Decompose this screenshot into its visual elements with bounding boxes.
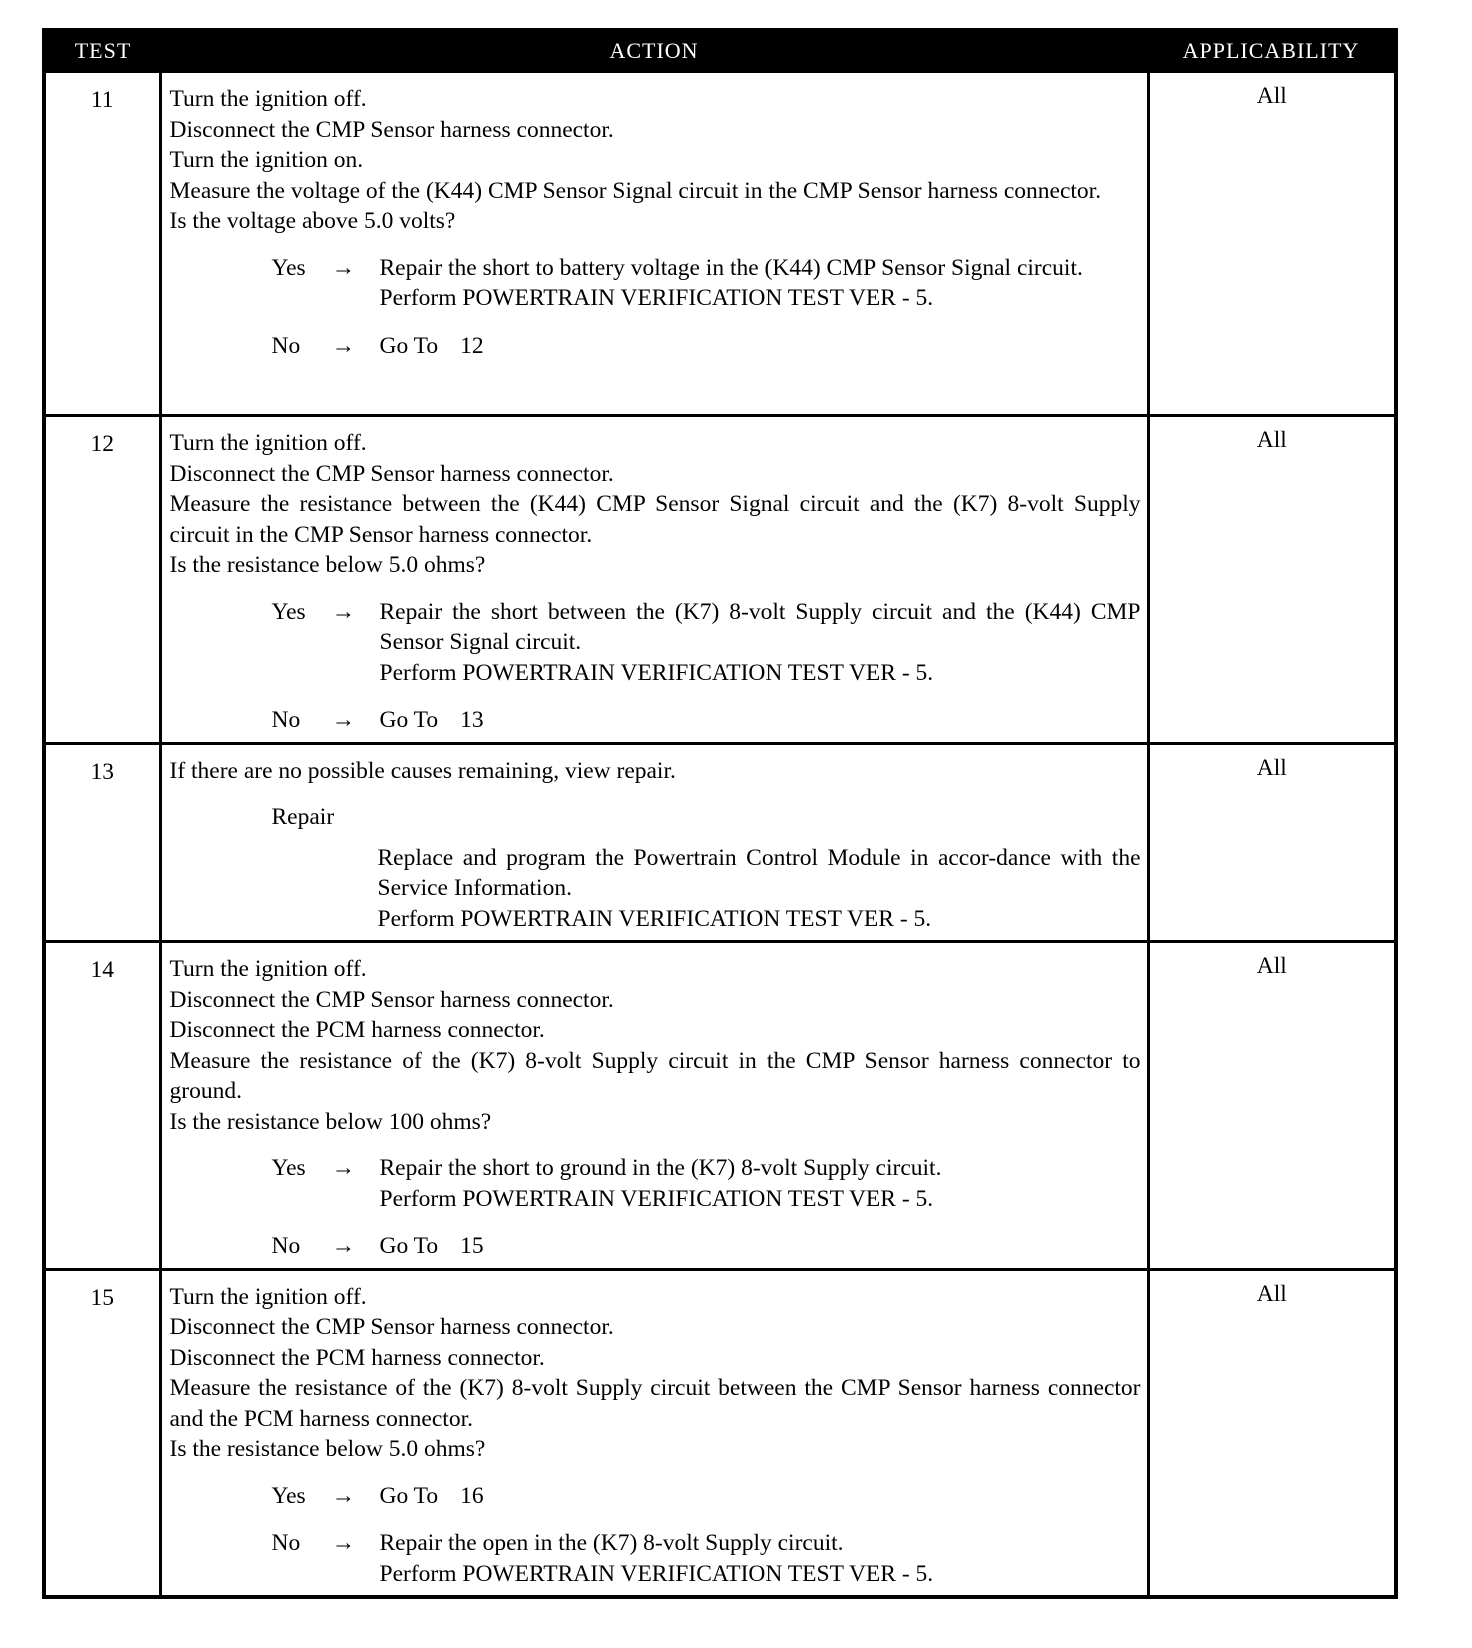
arrow-right-icon: →	[331, 1530, 355, 1556]
header-applicability: APPLICABILITY	[1148, 30, 1396, 72]
goto-number: 15	[460, 1233, 484, 1259]
action-cell	[160, 416, 1148, 744]
yes-label: Yes	[271, 254, 306, 281]
arrow-right-icon: →	[331, 1482, 355, 1509]
table-row	[44, 743, 1396, 942]
no-label: No	[271, 1530, 301, 1556]
arrow-right-icon: →	[331, 707, 355, 733]
arrow-right-icon: →	[331, 1233, 355, 1259]
yes-label: Yes	[271, 1155, 306, 1181]
answer-body	[380, 1481, 1141, 1512]
diagnostic-test-table	[42, 28, 1398, 1599]
step-text: Turn the ignition off.	[169, 956, 367, 982]
header-action: ACTION	[160, 30, 1148, 72]
step-text: Measure the resistance of the (K7) 8-volt Supply circuit in the CMP Sensor harness connector to ground.	[169, 1047, 1141, 1104]
answer-body	[380, 1528, 1141, 1589]
action-cell	[160, 743, 1148, 942]
table-header-row	[44, 30, 1396, 72]
arrow-right-icon: →	[331, 598, 355, 625]
no-label: No	[271, 332, 301, 359]
perform-text: Perform POWERTRAIN VERIFICATION TEST VER - 5.	[379, 1185, 934, 1212]
step-text: Measure the resistance of the (K7) 8-volt Supply circuit between the CMP Sensor harness connector and the PCM harness connector.	[169, 1375, 1141, 1432]
goto-text: Go To	[379, 1233, 439, 1259]
step-text: Turn the ignition off.	[169, 430, 367, 456]
step-text: Disconnect the CMP Sensor harness connector.	[169, 986, 614, 1013]
header-test: TEST	[44, 30, 160, 72]
repair-label: Repair	[271, 804, 335, 830]
applicability: All	[1148, 72, 1396, 416]
no-answer	[272, 705, 1141, 736]
yes-label: Yes	[271, 1482, 306, 1509]
step-text: Disconnect the CMP Sensor harness connector.	[169, 1314, 614, 1340]
no-answer	[272, 331, 1141, 362]
perform-text: Perform POWERTRAIN VERIFICATION TEST VER - 5.	[379, 285, 934, 311]
goto-number: 13	[460, 707, 484, 733]
action-cell	[160, 942, 1148, 1270]
question-text: Is the resistance below 5.0 ohms?	[169, 552, 486, 578]
test-number: 14	[44, 942, 160, 1270]
step-text: Turn the ignition off.	[169, 86, 367, 112]
arrow-right-icon: →	[331, 254, 355, 281]
applicability: All	[1148, 1269, 1396, 1597]
goto-text: Go To	[379, 332, 439, 359]
applicability: All	[1148, 743, 1396, 942]
answer-body	[380, 705, 1141, 736]
goto-number: 16	[460, 1482, 484, 1509]
test-number: 12	[44, 416, 160, 744]
yes-label: Yes	[271, 598, 306, 625]
applicability: All	[1148, 416, 1396, 744]
applicability: All	[1148, 942, 1396, 1270]
answer-text: Repair the open in the (K7) 8-volt Supply circuit.	[379, 1530, 844, 1556]
step-text: If there are no possible causes remaining, view repair.	[169, 757, 676, 784]
no-answer	[272, 1528, 1141, 1589]
goto-number: 12	[460, 332, 484, 359]
goto-text: Go To	[379, 707, 439, 733]
question-text: Is the voltage above 5.0 volts?	[169, 208, 456, 234]
yes-answer	[272, 253, 1141, 314]
answer-text: Repair the short to ground in the (K7) 8-volt Supply circuit.	[379, 1155, 942, 1181]
arrow-right-icon: →	[331, 332, 355, 359]
arrow-right-icon: →	[331, 1155, 355, 1181]
test-number: 15	[44, 1269, 160, 1597]
table-row	[44, 1269, 1396, 1597]
table-row	[44, 72, 1396, 416]
step-text: Measure the voltage of the (K44) CMP Sensor Signal circuit in the CMP Sensor harness connector.	[169, 177, 1102, 204]
perform-text: Perform POWERTRAIN VERIFICATION TEST VER - 5.	[379, 659, 934, 686]
step-text: Disconnect the PCM harness connector.	[169, 1344, 545, 1371]
perform-text: Perform POWERTRAIN VERIFICATION TEST VER - 5.	[379, 1560, 934, 1587]
yes-answer	[272, 1481, 1141, 1512]
question-text: Is the resistance below 5.0 ohms?	[169, 1436, 486, 1462]
repair-text: Replace and program the Powertrain Control Module in accor-dance with the Service Information.	[377, 844, 1141, 901]
table-row	[44, 416, 1396, 744]
answer-body	[380, 597, 1141, 689]
no-answer	[272, 1231, 1141, 1262]
step-text: Disconnect the CMP Sensor harness connector.	[169, 460, 614, 487]
answer-text: Repair the short to battery voltage in the (K44) CMP Sensor Signal circuit.	[379, 254, 1083, 281]
step-text: Turn the ignition on.	[169, 147, 364, 173]
perform-text: Perform POWERTRAIN VERIFICATION TEST VER - 5.	[377, 905, 932, 932]
diagnostic-test-sheet	[42, 28, 1398, 1599]
step-text: Disconnect the CMP Sensor harness connector.	[169, 116, 614, 143]
test-number: 13	[44, 743, 160, 942]
action-cell	[160, 72, 1148, 416]
yes-answer	[272, 1153, 1141, 1214]
step-text: Turn the ignition off.	[169, 1283, 367, 1310]
step-text: Measure the resistance between the (K44) CMP Sensor Signal circuit and the (K7) 8-volt Supply circuit in the CMP Sensor harness connector.	[169, 491, 1141, 548]
goto-text: Go To	[379, 1482, 439, 1509]
action-cell	[160, 1269, 1148, 1597]
table-row	[44, 942, 1396, 1270]
no-label: No	[271, 1233, 301, 1259]
test-number: 11	[44, 72, 160, 416]
yes-answer	[272, 597, 1141, 689]
repair-body	[378, 843, 1141, 935]
no-label: No	[271, 707, 301, 733]
question-text: Is the resistance below 100 ohms?	[169, 1108, 492, 1135]
answer-body	[380, 253, 1141, 314]
answer-body	[380, 1153, 1141, 1214]
answer-text: Repair the short between the (K7) 8-volt Supply circuit and the (K44) CMP Sensor Signal circuit.	[379, 598, 1141, 655]
answer-body	[380, 1231, 1141, 1262]
answer-body	[380, 331, 1141, 362]
step-text: Disconnect the PCM harness connector.	[169, 1017, 545, 1043]
